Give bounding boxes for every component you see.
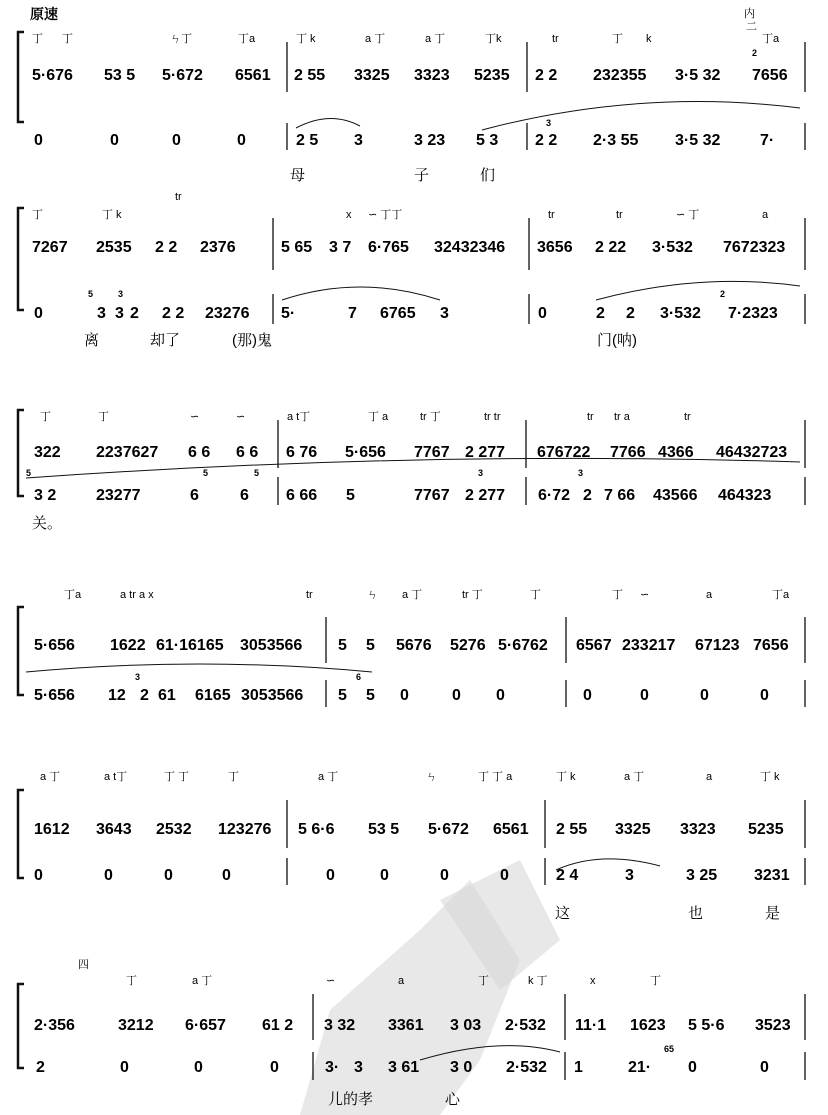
technique-mark: tr [548, 209, 555, 221]
technique-mark: 丁 [62, 33, 73, 45]
upper-note-group: 3 03 [450, 1017, 482, 1034]
lower-note-group: 5· [281, 305, 296, 322]
lower-note-group: 1 [574, 1059, 583, 1076]
lower-note-group: 6 66 [286, 487, 318, 504]
technique-mark: tr a [614, 411, 630, 423]
grace-note: 6 [356, 672, 362, 682]
lower-note-group: 3053566 [241, 687, 304, 704]
upper-note-group: 5·6762 [498, 637, 548, 654]
technique-mark: ∽ 丁丁 [368, 209, 403, 221]
lower-note-group: 7767 [414, 487, 450, 504]
svg-text:丁a a tr a x tr [64, 588, 790, 601]
upper-note-group: 6561 [493, 821, 529, 838]
lower-note-group: 61 [158, 687, 176, 704]
lower-note-group: 3·532 [660, 305, 701, 322]
upper-note-group: 3523 [755, 1017, 791, 1034]
upper-note-group: 5 65 [281, 239, 313, 256]
technique-mark: ∽ [190, 411, 200, 423]
upper-note-group: 2·532 [505, 1017, 546, 1034]
grace-note: 3 [118, 289, 124, 299]
upper-note-group: 61·16165 [156, 637, 224, 654]
technique-mark: a 丁 [425, 33, 446, 45]
lower-note-group: 3 [354, 1059, 363, 1076]
technique-mark: tr [552, 33, 559, 45]
svg-text:丁 丁 k x ∽ 丁丁 [32, 208, 769, 221]
lower-note-group: 3 23 [414, 132, 446, 149]
svg-text:tr [175, 191, 182, 203]
technique-mark: a tr a x [120, 589, 154, 601]
lower-note-group: 0 [326, 867, 335, 884]
upper-note-group: 3656 [537, 239, 573, 256]
upper-note-group: 676722 [537, 444, 591, 461]
lower-note-group: 2 2 [535, 132, 558, 149]
technique-mark: 丁 [612, 589, 623, 601]
svg-text:2 0 0 0 [36, 1059, 769, 1076]
lower-note-group: 0 [760, 1059, 769, 1076]
upper-note-group: 5 [366, 637, 375, 654]
technique-mark: a 丁 [318, 771, 339, 783]
lower-note-group: 3231 [754, 867, 790, 884]
upper-note-group: 6 6 [188, 444, 211, 461]
lyric: (那)鬼 [232, 332, 272, 349]
technique-mark: a [762, 209, 769, 221]
technique-mark: tr 丁 [462, 589, 483, 601]
lower-note-group: 0 [270, 1059, 279, 1076]
lower-note-group: 0 [400, 687, 409, 704]
technique-mark: tr 丁 [420, 411, 441, 423]
technique-mark: ∽ [326, 975, 336, 987]
upper-note-group: 3325 [354, 67, 390, 84]
lower-note-group: 0 [237, 132, 246, 149]
grace-note: 3 [578, 468, 584, 478]
svg-text:5·676 53 5 5·672 [32, 67, 788, 84]
technique-mark: a t丁 [104, 771, 128, 783]
technique-mark: 丁a [64, 589, 82, 601]
lyric: 关。 [32, 515, 63, 532]
technique-mark: 丁 k [556, 771, 576, 783]
grace-note: 2 [720, 289, 726, 299]
technique-mark: k [646, 33, 652, 45]
upper-note-group: 322 [34, 444, 61, 461]
upper-note-group: 5 6·6 [298, 821, 335, 838]
lower-note-group: 6·72 [538, 487, 571, 504]
lower-note-group: 7 [348, 305, 357, 322]
technique-mark: a t丁 [287, 411, 311, 423]
upper-note-group: 2376 [200, 239, 236, 256]
lower-note-group: 2 [596, 305, 605, 322]
technique-mark: k 丁 [528, 975, 548, 987]
upper-note-group: 11·1 [575, 1017, 607, 1034]
lyric: 离 [84, 332, 100, 349]
system-5 [34, 770, 790, 922]
lower-note-group: 3 [97, 305, 106, 322]
upper-note-group: 3323 [414, 67, 450, 84]
svg-text:母 子 们 [290, 167, 495, 184]
lower-note-group: 5 [338, 687, 347, 704]
technique-mark: tr [306, 589, 313, 601]
lower-note-group: 3 [115, 305, 124, 322]
technique-mark: 丁 丁 a [478, 771, 513, 783]
upper-note-group: 5235 [748, 821, 784, 838]
lower-note-group: 23276 [205, 305, 250, 322]
upper-note-group: 7267 [32, 239, 68, 256]
svg-text:1612 3643 2532 [34, 821, 784, 838]
upper-note-group: 5·656 [345, 444, 386, 461]
upper-note-group: 233217 [622, 637, 676, 654]
lower-note-group: 2 [626, 305, 635, 322]
lower-note-group: 0 [104, 867, 113, 884]
technique-mark: ㄣ丁 [170, 33, 192, 45]
technique-mark: a [706, 589, 713, 601]
technique-mark: ㄣ [426, 771, 437, 783]
svg-text:3 2 23277 6 [34, 487, 771, 504]
technique-mark: 丁 k [296, 33, 316, 45]
upper-note-group: 6567 [576, 637, 612, 654]
technique-mark: 丁 [32, 33, 43, 45]
lower-note-group: 5 [366, 687, 375, 704]
technique-mark: tr [175, 191, 182, 203]
technique-mark: 丁 丁 [164, 771, 190, 783]
technique-mark: a [706, 771, 713, 783]
lower-note-group: 3 61 [388, 1059, 420, 1076]
lower-note-group: 5 [346, 487, 355, 504]
lower-note-group: 7·2323 [728, 305, 778, 322]
corner-mark-mid: 二 [746, 21, 757, 33]
grace-note: 3 [546, 118, 552, 128]
grace-note: 5 [254, 468, 260, 478]
lyric: 儿的孝 [328, 1091, 374, 1108]
lower-note-group: 0 [120, 1059, 129, 1076]
upper-note-group: 5·656 [34, 637, 75, 654]
svg-text:5·656 12 2 6 [34, 687, 769, 704]
technique-mark: tr tr [484, 411, 501, 423]
lower-note-group: 2·532 [506, 1059, 547, 1076]
watermark-seal [300, 860, 560, 1115]
lower-note-group: 21· [628, 1059, 652, 1076]
upper-note-group: 3 7 [329, 239, 352, 256]
svg-text:0 0 0 0 [34, 132, 774, 149]
upper-note-group: 3·5 32 [675, 67, 721, 84]
technique-mark: 丁a [772, 589, 790, 601]
technique-mark: 丁 [32, 209, 43, 221]
lower-note-group: 0 [34, 132, 43, 149]
lower-note-group: 6 [240, 487, 249, 504]
lower-note-group: 3 0 [450, 1059, 473, 1076]
lower-note-group: 3 25 [686, 867, 718, 884]
technique-mark: ㄣ [367, 589, 378, 601]
technique-mark: a [398, 975, 405, 987]
technique-mark: 丁 [98, 411, 109, 423]
technique-mark: 丁 [650, 975, 661, 987]
lyric: 却了 [150, 332, 181, 349]
upper-note-group: 6·765 [368, 239, 409, 256]
upper-note-group: 5 5·6 [688, 1017, 725, 1034]
lower-note-group: 2 4 [556, 867, 579, 884]
technique-mark: ∽ [640, 589, 650, 601]
lower-note-group: 0 [34, 305, 43, 322]
svg-text:5·656 1622 61·1616 [34, 637, 789, 654]
upper-note-group: 2535 [96, 239, 132, 256]
upper-note-group: 53 5 [368, 821, 400, 838]
system-4 [34, 588, 790, 704]
technique-mark: 丁 a [368, 411, 389, 423]
technique-mark: tr [616, 209, 623, 221]
technique-mark: 丁 [478, 975, 489, 987]
grace-note: 3 [478, 468, 484, 478]
svg-text:四 [78, 958, 89, 971]
upper-note-group: 6 76 [286, 444, 318, 461]
lyric: 子 [414, 167, 430, 184]
lower-note-group: 0 [380, 867, 389, 884]
grace-note: 3 [135, 672, 141, 682]
svg-text:3 2 [546, 48, 757, 128]
lower-note-group: 5·656 [34, 687, 75, 704]
lower-note-group: 2 [583, 487, 592, 504]
upper-note-group: 5·676 [32, 67, 73, 84]
grace-note: 65 [664, 1044, 675, 1054]
tempo-marking: 原速 [30, 6, 58, 22]
upper-note-group: 4366 [658, 444, 694, 461]
svg-text:7267 2535 2 2 [32, 239, 785, 256]
upper-note-group: 6561 [235, 67, 271, 84]
lower-note-group: 0 [640, 687, 649, 704]
technique-mark: a 丁 [402, 589, 423, 601]
upper-note-group: 3361 [388, 1017, 424, 1034]
technique-mark: 丁 k [760, 771, 780, 783]
lyric: 这 [555, 905, 571, 922]
lower-note-group: 3 [625, 867, 634, 884]
corner-mark-top: 内 [744, 8, 755, 20]
lower-note-group: 0 [194, 1059, 203, 1076]
upper-note-group: 5276 [450, 637, 486, 654]
technique-mark: 丁 [530, 589, 541, 601]
svg-text:2·356 3212 6·657 [34, 1017, 791, 1034]
lower-note-group: 0 [496, 687, 505, 704]
technique-mark: a 丁 [192, 975, 213, 987]
lower-note-group: 2 2 [162, 305, 185, 322]
lower-note-group: 2 5 [296, 132, 319, 149]
upper-note-group: 1612 [34, 821, 70, 838]
upper-note-group: 7656 [752, 67, 788, 84]
lower-note-group: 7 66 [604, 487, 636, 504]
upper-note-group: 5235 [474, 67, 510, 84]
system-1 [32, 32, 788, 184]
upper-note-group: 5·672 [428, 821, 469, 838]
lower-note-group: 464323 [718, 487, 772, 504]
lower-note-group: 0 [172, 132, 181, 149]
lower-note-group: 0 [110, 132, 119, 149]
upper-note-group: 7656 [753, 637, 789, 654]
lower-note-group: 5 3 [476, 132, 499, 149]
lower-note-group: 7· [760, 132, 775, 149]
lower-note-group: 0 [164, 867, 173, 884]
lower-note-group: 0 [452, 687, 461, 704]
lower-note-group: 12 [108, 687, 126, 704]
upper-note-group: 32432346 [434, 239, 506, 256]
lower-note-group: 23277 [96, 487, 141, 504]
lyric: 门(呐) [597, 332, 637, 349]
upper-note-group: 3 32 [324, 1017, 356, 1034]
upper-note-group: 5·672 [162, 67, 203, 84]
upper-note-group: 3053566 [240, 637, 303, 654]
upper-note-group: 6 6 [236, 444, 259, 461]
svg-text:丁 丁 ∽ ∽ [40, 410, 691, 423]
lower-note-group: 3· [325, 1059, 340, 1076]
lower-note-group: 2 [130, 305, 139, 322]
lower-note-group: 3·5 32 [675, 132, 721, 149]
lower-note-group: 2 277 [465, 487, 506, 504]
svg-text:0 0 0 0 [34, 867, 790, 884]
technique-mark: a 丁 [624, 771, 645, 783]
svg-text:0 3 3 2 [34, 305, 778, 322]
upper-note-group: 3323 [680, 821, 716, 838]
svg-text:3 6 [135, 672, 361, 682]
upper-note-group: 53 5 [104, 67, 136, 84]
upper-note-group: 46432723 [716, 444, 788, 461]
upper-note-group: 67123 [695, 637, 740, 654]
technique-mark: 丁a [238, 33, 256, 45]
grace-note: 5 [26, 468, 32, 478]
upper-note-group: 3·532 [652, 239, 693, 256]
svg-text:丁 丁 ㄣ丁 丁a [32, 32, 780, 45]
technique-mark: 丁 [612, 33, 623, 45]
technique-mark: ∽ [236, 411, 246, 423]
technique-mark: 丁 [40, 411, 51, 423]
upper-note-group: 123276 [218, 821, 272, 838]
lower-note-group: 2 [140, 687, 149, 704]
system-2 [32, 191, 785, 349]
lyric: 是 [765, 905, 781, 922]
lower-note-group: 2·3 55 [593, 132, 639, 149]
upper-note-group: 5 [338, 637, 347, 654]
grace-note: 5 [88, 289, 94, 299]
lyric: 也 [688, 905, 704, 922]
upper-note-group: 1623 [630, 1017, 666, 1034]
upper-note-group: 5676 [396, 637, 432, 654]
technique-mark: tr [684, 411, 691, 423]
upper-note-group: 2·356 [34, 1017, 75, 1034]
lyric: 母 [290, 167, 306, 184]
upper-note-group: 232355 [593, 67, 647, 84]
technique-mark: 四 [78, 959, 89, 971]
technique-mark: tr [587, 411, 594, 423]
svg-text:65 [664, 1044, 674, 1054]
lower-note-group: 0 [583, 687, 592, 704]
upper-note-group: 1622 [110, 637, 146, 654]
upper-note-group: 2237627 [96, 444, 159, 461]
technique-mark: 丁a [762, 33, 780, 45]
svg-text:这 也 是 [555, 904, 780, 922]
svg-text:a 丁 a t丁 丁 丁 [40, 770, 780, 783]
upper-note-group: 61 2 [262, 1017, 294, 1034]
lower-note-group: 0 [222, 867, 231, 884]
technique-mark: 丁k [485, 33, 502, 45]
upper-note-group: 2 55 [294, 67, 326, 84]
lower-note-group: 43566 [653, 487, 698, 504]
upper-note-group: 2 277 [465, 444, 506, 461]
lower-note-group: 0 [688, 1059, 697, 1076]
upper-note-group: 7672323 [723, 239, 786, 256]
lower-note-group: 3 [440, 305, 449, 322]
lower-note-group: 6765 [380, 305, 416, 322]
svg-text:322 2237627 6 6 [34, 444, 787, 461]
technique-mark: x [346, 209, 352, 221]
upper-note-group: 3325 [615, 821, 651, 838]
lower-note-group: 6 [190, 487, 199, 504]
lower-note-group: 2 [36, 1059, 45, 1076]
upper-note-group: 2 55 [556, 821, 588, 838]
svg-text:5 3 2 [88, 289, 725, 299]
lyric: 心 [445, 1091, 461, 1108]
grace-note: 2 [752, 48, 758, 58]
lower-note-group: 3 2 [34, 487, 57, 504]
lower-note-group: 0 [440, 867, 449, 884]
lower-note-group: 3 [354, 132, 363, 149]
lower-note-group: 0 [500, 867, 509, 884]
lower-note-group: 6165 [195, 687, 231, 704]
technique-mark: 丁 [126, 975, 137, 987]
technique-mark: x [590, 975, 596, 987]
upper-note-group: 2 2 [535, 67, 558, 84]
system-brackets [18, 32, 24, 1068]
technique-mark: a 丁 [40, 771, 61, 783]
upper-note-group: 2532 [156, 821, 192, 838]
lower-note-group: 0 [538, 305, 547, 322]
upper-note-group: 3212 [118, 1017, 154, 1034]
svg-text:离 却了 (那)鬼 门( [84, 331, 637, 349]
upper-note-group: 7766 [610, 444, 646, 461]
technique-mark: ∽ 丁 [676, 209, 700, 221]
grace-note: 5 [203, 468, 209, 478]
lower-note-group: 0 [34, 867, 43, 884]
upper-note-group: 2 22 [595, 239, 627, 256]
upper-note-group: 3643 [96, 821, 132, 838]
lower-note-group: 0 [700, 687, 709, 704]
lyric: 们 [480, 167, 496, 184]
technique-mark: 丁 [228, 771, 239, 783]
technique-mark: 丁 k [102, 209, 122, 221]
upper-note-group: 7767 [414, 444, 450, 461]
svg-text:关。 [32, 515, 62, 532]
upper-note-group: 6·657 [185, 1017, 226, 1034]
upper-note-group: 2 2 [155, 239, 178, 256]
technique-mark: a 丁 [365, 33, 386, 45]
lower-note-group: 0 [760, 687, 769, 704]
